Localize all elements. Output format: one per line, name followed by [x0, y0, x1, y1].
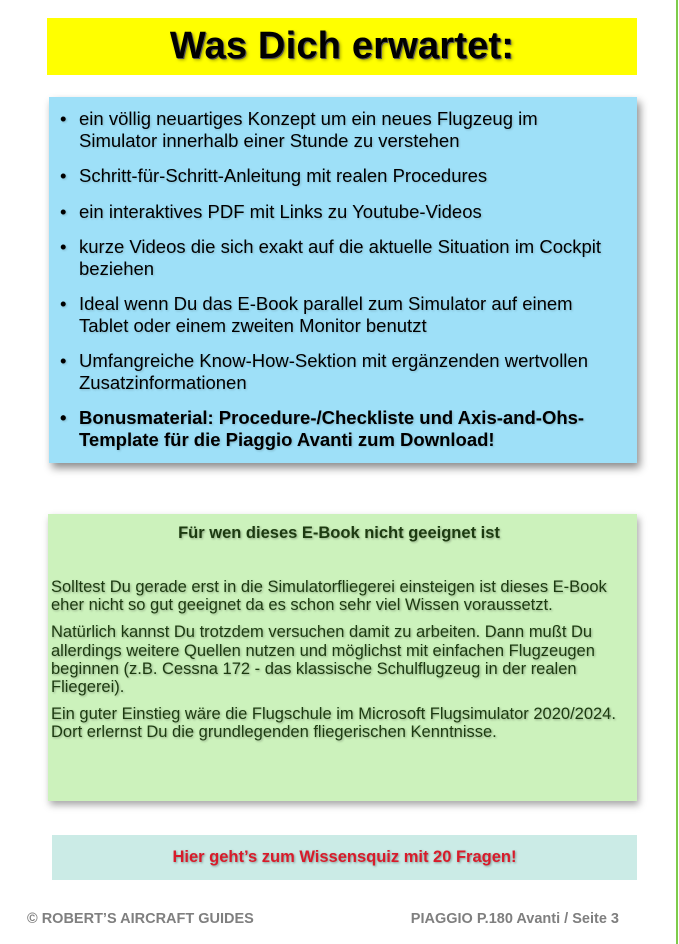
not-suitable-paragraph: Ein guter Einstieg wäre die Flugschule im Microsoft Flugsimulator 2020/2024. Dort erlernst Du die grundlegenden fliegerischen Kenntnisse.: [51, 705, 616, 742]
not-suitable-heading: Für wen dieses E-Book nicht geeignet ist: [178, 524, 500, 542]
footer-page-info: PIAGGIO P.180 Avanti / Seite 3: [410, 911, 619, 927]
not-suitable-paragraph: Solltest Du gerade erst in die Simulatorfliegerei einsteigen ist dieses E-Book eher nicht so gut geeignet da es schon sehr viel Wissen voraussetzt.: [51, 578, 607, 615]
feature-item: • ein interaktives PDF mit Links zu Youtube-Videos: [59, 201, 607, 223]
feature-item: • ein völlig neuartiges Konzept um ein neues Flugzeug im Simulator innerhalb einer Stunde zu verstehen: [59, 108, 607, 151]
quiz-link[interactable]: Hier geht’s zum Wissensquiz mit 20 Fragen!: [172, 848, 517, 866]
footer-copyright: © ROBERT’S AIRCRAFT GUIDES: [27, 911, 254, 927]
quiz-bar: [52, 835, 637, 880]
page-title: Was Dich erwartet:: [169, 25, 515, 67]
feature-item-bonus: • Bonusmaterial: Procedure-/Checkliste und Axis-and-Ohs-Template für die Piaggio Avanti zum Download!: [59, 407, 607, 450]
not-suitable-box: [48, 514, 637, 801]
feature-list: [59, 108, 607, 450]
page-edge-rule: [676, 0, 678, 944]
not-suitable-paragraph: Natürlich kannst Du trotzdem versuchen damit zu arbeiten. Dann mußt Du allerdings weitere Quellen nutzen und möglichst mit einfachen Flugzeugen beginnen (z.B. Cessna 172 - das klassische Schulflugzeug in der realen Fliegerei).: [51, 623, 595, 697]
features-box: [49, 97, 637, 463]
feature-item: • Schritt-für-Schritt-Anleitung mit realen Procedures: [59, 165, 607, 187]
title-banner: [47, 18, 637, 75]
feature-item: • Umfangreiche Know-How-Sektion mit ergänzenden wertvollen Zusatzinformationen: [59, 350, 607, 393]
feature-item: • Ideal wenn Du das E-Book parallel zum Simulator auf einem Tablet oder einem zweiten Monitor benutzt: [59, 293, 607, 336]
feature-item: • kurze Videos die sich exakt auf die aktuelle Situation im Cockpit beziehen: [59, 236, 607, 279]
